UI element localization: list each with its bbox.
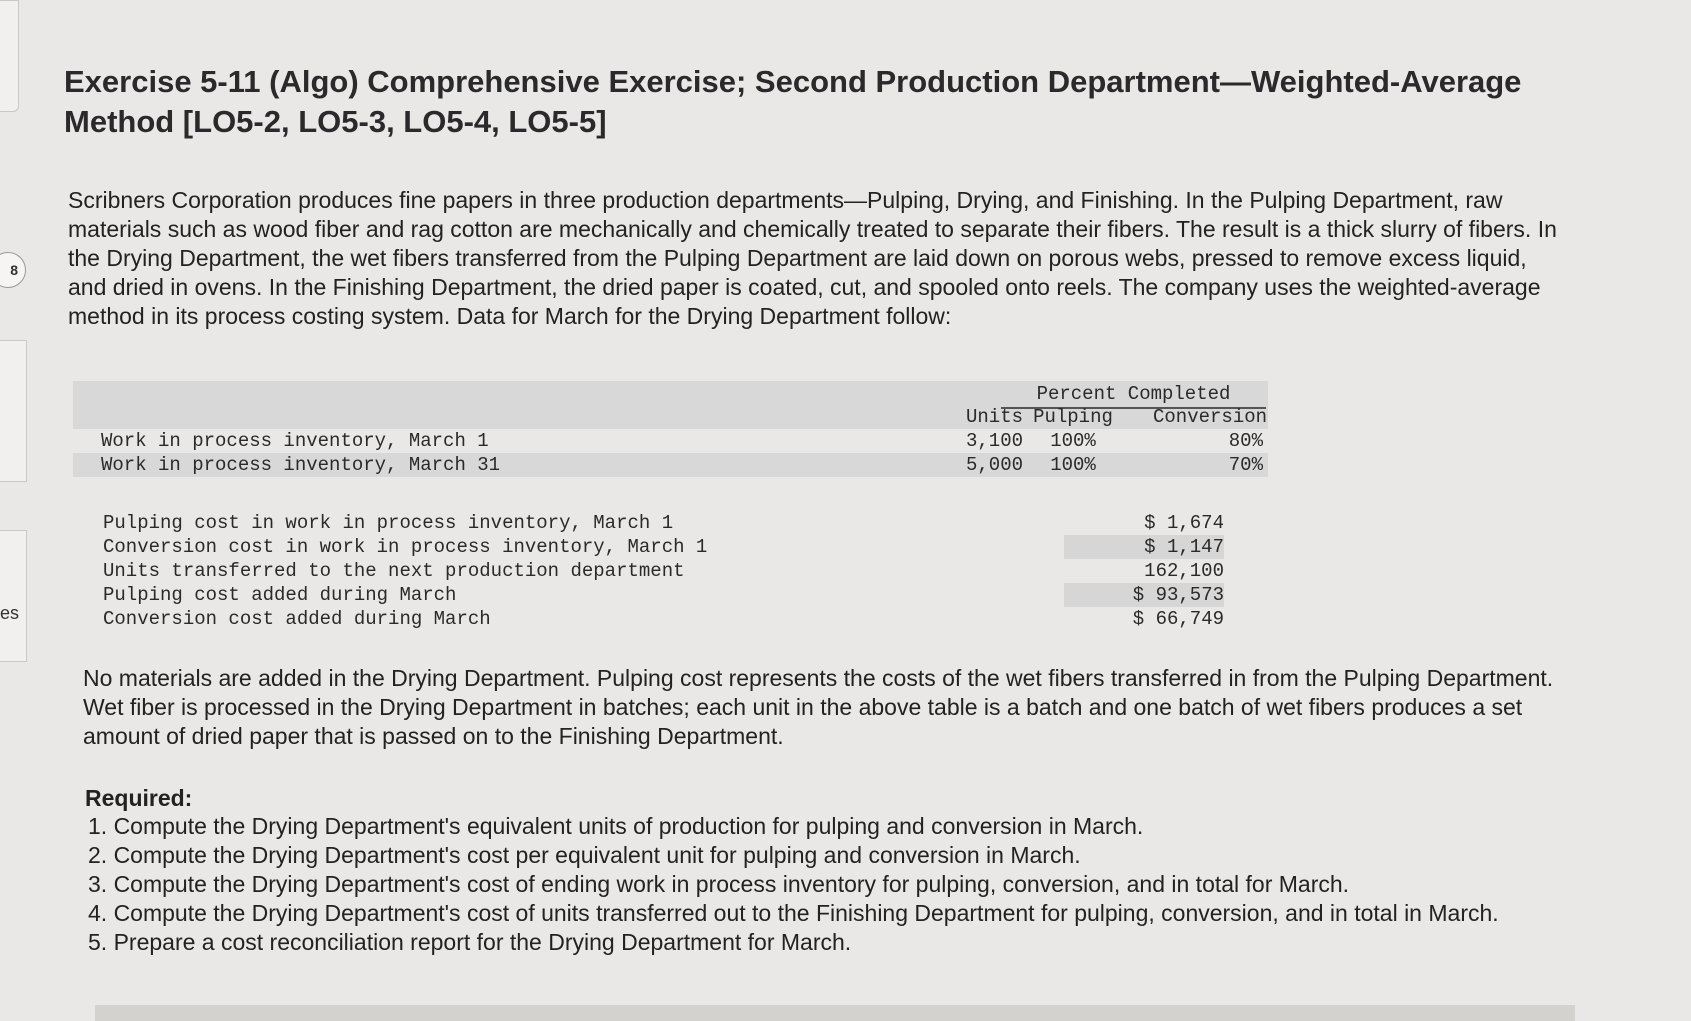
- list-item: 3. Compute the Drying Department's cost of ending work in process inventory for pulping, conversion, and in total for March.: [88, 871, 1350, 897]
- table-row: [73, 559, 1268, 583]
- list-item: 5. Prepare a cost reconciliation report for the Drying Department for March.: [88, 929, 852, 955]
- inventory-table: [73, 381, 1268, 477]
- row-label: Work in process inventory, March 31: [101, 454, 501, 476]
- left-panel-edge: [0, 0, 19, 112]
- pulping-cell: 100%: [1050, 454, 1096, 476]
- row-label: Units transferred to the next production department: [103, 560, 685, 582]
- intro-paragraph: Scribners Corporation produces fine papers in three production departments—Pulping, Drying, and Finishing. In the Pulping Department, raw materials such as wood fiber and rag cotton are mechanically and chemically treated to separate their fibers. The result is a thick slurry of fibers. In the Drying Department, the wet fibers transferred from the Pulping Department are laid down on porous webs, pressed to remove excess liquid, and dried in ovens. In the Finishing Department, the dried paper is coated, cut, and spooled onto reels. The company uses the weighted-average method in its process costing system. Data for March for the Drying Department follow:: [68, 187, 1557, 329]
- page-title: Exercise 5-11 (Algo) Comprehensive Exercise; Second Production Department—Weighted-Average Method [LO5-2, LO5-3, LO5-4, LO5-5]: [64, 64, 1522, 139]
- value-cell: $ 93,573: [1064, 583, 1224, 607]
- value-cell: $ 1,147: [1064, 535, 1224, 559]
- table-row: [73, 429, 1268, 453]
- list-item: 4. Compute the Drying Department's cost of units transferred out to the Finishing Department for pulping, conversion, and in total in March.: [88, 900, 1499, 926]
- required-heading: Required:: [85, 785, 193, 811]
- bottom-divider: [95, 1005, 1575, 1021]
- value-cell: $ 66,749: [1132, 608, 1224, 630]
- value-cell: $ 1,674: [1144, 512, 1224, 534]
- units-header: Units: [965, 406, 1023, 428]
- table-row: [73, 607, 1268, 631]
- pulping-cell: 100%: [1050, 430, 1096, 452]
- question-number-badge[interactable]: 8: [0, 252, 26, 288]
- row-label: Work in process inventory, March 1: [101, 430, 489, 452]
- list-item: 1. Compute the Drying Department's equivalent units of production for pulping and conversion in March.: [88, 813, 1144, 839]
- percent-completed-header: Percent Completed: [1001, 381, 1266, 409]
- pulping-header: Pulping: [1033, 406, 1113, 428]
- value-cell: 162,100: [1144, 560, 1224, 582]
- table-header: [73, 381, 1268, 429]
- table-row: [73, 535, 1268, 559]
- left-panel-edge: [0, 340, 27, 482]
- table-row: [73, 511, 1268, 535]
- row-label: Pulping cost added during March: [103, 584, 457, 606]
- row-label: Pulping cost in work in process inventory, March 1: [103, 512, 674, 534]
- required-list: [88, 812, 1588, 957]
- row-label: Conversion cost in work in process inventory, March 1: [103, 536, 708, 558]
- left-panel-edge: [0, 530, 27, 662]
- conversion-cell: 80%: [1228, 430, 1263, 452]
- units-cell: 5,000: [965, 454, 1023, 476]
- conversion-header: Conversion: [1153, 406, 1268, 428]
- conversion-cell: 70%: [1228, 454, 1263, 476]
- units-cell: 3,100: [965, 430, 1023, 452]
- cost-table: [73, 511, 1268, 631]
- note-paragraph: No materials are added in the Drying Department. Pulping cost represents the costs of the wet fibers transferred in from the Pulping Department. Wet fiber is processed in the Drying Department in batches; each unit in the above table is a batch and one batch of wet fibers produces a set amount of dried paper that is passed on to the Finishing Department.: [83, 665, 1554, 749]
- row-label: Conversion cost added during March: [103, 608, 491, 630]
- list-item: 2. Compute the Drying Department's cost per equivalent unit for pulping and conversion in March.: [88, 842, 1081, 868]
- table-row: [73, 583, 1268, 607]
- sidebar-fragment-text: es: [0, 603, 20, 623]
- table-row: [73, 453, 1268, 477]
